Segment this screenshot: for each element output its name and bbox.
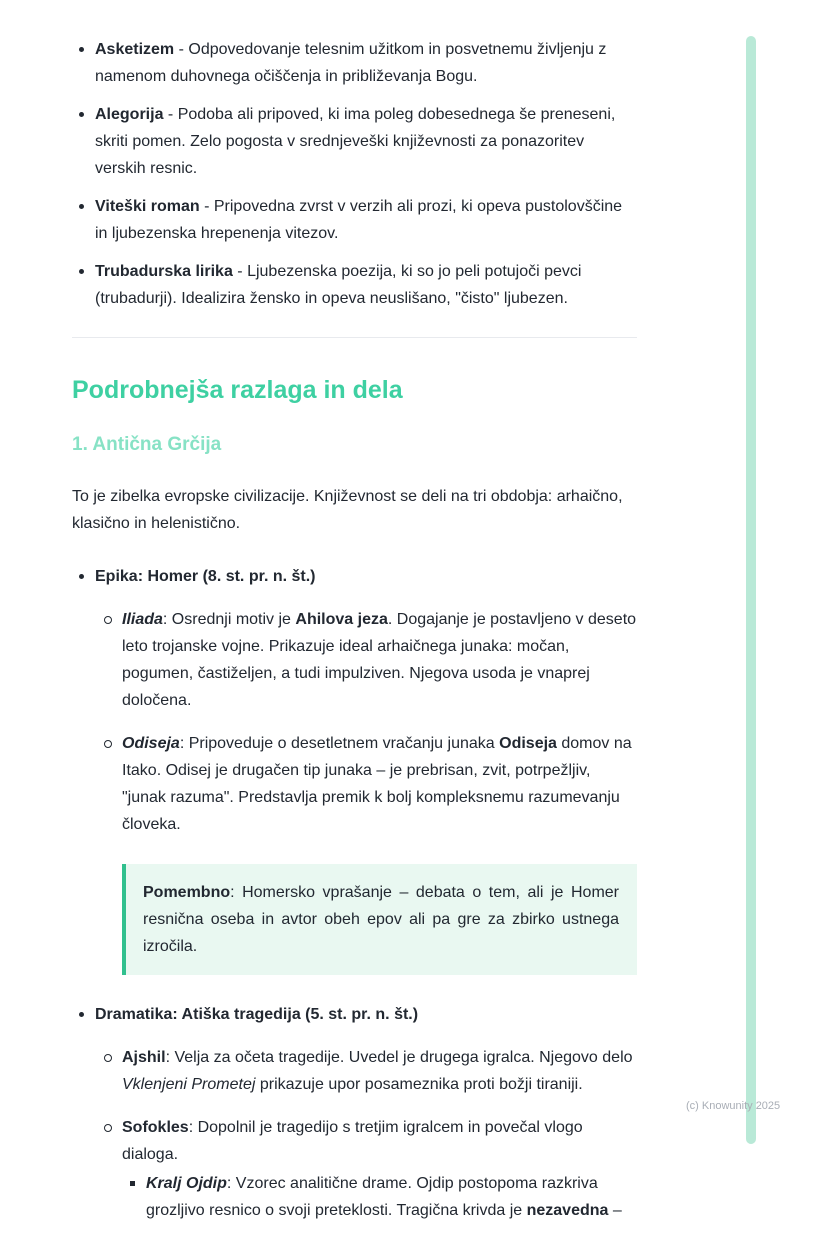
work-item-text: Kralj Ojdip: Vzorec analitične drame. Ojdip postopoma razkriva grozljivo resnico o svoji preteklosti. Tragična krivda je nezavedna – — [146, 1175, 622, 1219]
intro-paragraph: To je zibelka evropske civilizacije. Književnost se deli na tri obdobja: arhaično, klasično in helenistično. — [72, 488, 623, 532]
section-heading: Podrobnejša razlaga in dela — [72, 376, 403, 404]
author-item-ajshil — [99, 1044, 637, 1098]
author-works-list — [124, 1170, 637, 1224]
author-item-sofokles — [99, 1114, 637, 1224]
glossary-item-text: Alegorija - Podoba ali pripoved, ki ima poleg dobesednega še preneseni, skriti pomen. Zelo pogosta v srednjeveški književnosti za ponazoritev verskih resnic. — [95, 106, 616, 177]
glossary-item-trubadurska-lirika — [72, 258, 637, 312]
topic-item-dramatika — [72, 1001, 637, 1224]
section-divider — [72, 337, 637, 338]
callout-text: Pomembno: Homersko vprašanje – debata o tem, ali je Homer resnična oseba in avtor obeh epov ali pa gre za zbirko ustnega izročila. — [143, 884, 619, 955]
work-item-odiseja — [99, 730, 637, 838]
glossary-item-text: Asketizem - Odpovedovanje telesnim užitkom in posvetnemu življenju z namenom duhovnega očiščenja in približevanja Bogu. — [95, 41, 607, 85]
topic-item-epika — [72, 563, 637, 975]
topic-list — [72, 563, 637, 1224]
works-list — [99, 606, 637, 838]
glossary-item-asketizem — [72, 36, 637, 90]
page-accent-bar — [746, 36, 756, 1144]
glossary-item-viteski-roman — [72, 193, 637, 247]
glossary-item-text: Trubadurska lirika - Ljubezenska poezija, ki so jo peli potujoči pevci (trubadurji). Idealizira žensko in opeva neuslišano, "čisto" ljubezen. — [95, 263, 582, 307]
work-item-text: Iliada: Osrednji motiv je Ahilova jeza. Dogajanje je postavljeno v deseto leto trojanske vojne. Prikazuje ideal arhaičnega junaka: močan, pogumen, častiželjen, a tudi impulziven. Njegova usoda je vnaprej določena. — [122, 611, 637, 709]
glossary-item-text: Viteški roman - Pripovedna zvrst v verzih ali prozi, ki opeva pustolovščine in ljubezenska hrepenenja vitezov. — [95, 198, 623, 242]
glossary-item-alegorija — [72, 101, 637, 182]
copyright-text: (c) Knowunity 2025 — [686, 1100, 781, 1112]
author-item-text: Sofokles: Dopolnil je tragedijo s tretjim igralcem in povečal vlogo dialoga. — [122, 1119, 583, 1163]
callout-pomembno — [122, 864, 637, 975]
topic-label-dramatika: Dramatika: Atiška tragedija (5. st. pr. n. št.) — [95, 1006, 419, 1023]
work-item-iliada — [99, 606, 637, 714]
subsection-heading: 1. Antična Grčija — [72, 434, 222, 455]
work-item-text: Odiseja: Pripoveduje o desetletnem vračanju junaka Odiseja domov na Itako. Odisej je drugačen tip junaka – je prebrisan, zvit, potrpežljiv, "junak razuma". Predstavlja premik k bolj kompleksnemu razumevanju človeka. — [122, 735, 632, 833]
author-item-text: Ajshil: Velja za očeta tragedije. Uvedel je drugega igralca. Njegovo delo Vklenjeni Prometej prikazuje upor posameznika proti božji tiraniji. — [122, 1049, 633, 1093]
glossary-list — [72, 36, 637, 312]
topic-label-epika: Epika: Homer (8. st. pr. n. št.) — [95, 568, 316, 585]
work-item-kralj-ojdip — [124, 1170, 637, 1224]
document-page — [72, 36, 637, 1250]
authors-list — [99, 1044, 637, 1224]
